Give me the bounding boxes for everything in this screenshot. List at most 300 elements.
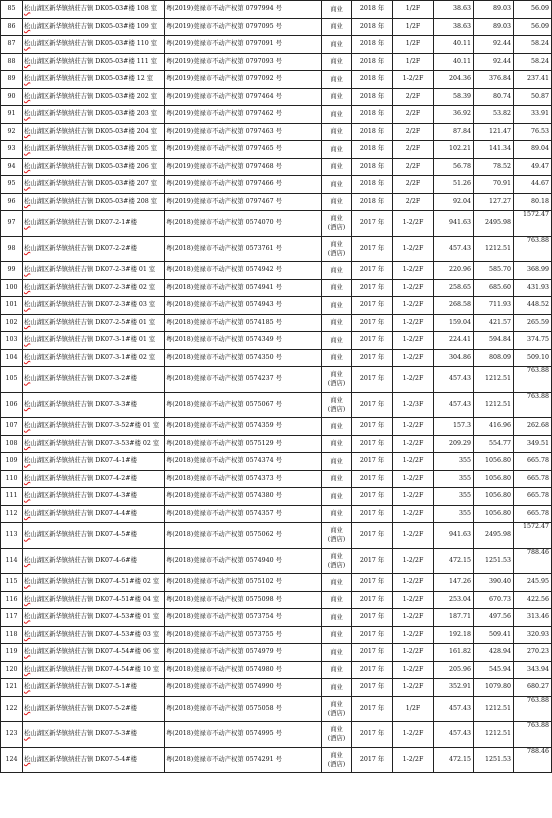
row-number: 88	[1, 53, 23, 71]
location-cell	[23, 297, 165, 315]
location-cell	[23, 574, 165, 592]
value-cell: 127.27	[474, 193, 514, 211]
amount-cell: 33.91	[514, 106, 552, 124]
area-cell: 355	[434, 470, 474, 488]
area-cell: 187.71	[434, 609, 474, 627]
area-cell: 457.43	[434, 392, 474, 418]
table-row	[1, 349, 552, 367]
location-cell	[23, 1, 165, 19]
location-first-char: 松	[24, 145, 31, 153]
year-cell: 2017 年	[352, 297, 393, 315]
floor-cell: 2/2F	[393, 88, 434, 106]
certificate-cell: 粤(2018)莞禄市不动产权第 0574349 号	[165, 332, 322, 350]
location-cell	[23, 123, 165, 141]
usage-sub: (酒店)	[327, 405, 346, 413]
usage-label: 商业	[330, 440, 343, 448]
floor-cell: 2/2F	[393, 158, 434, 176]
value-cell: 2495.98	[474, 523, 514, 549]
usage-cell	[322, 418, 352, 436]
area-cell: 253.04	[434, 591, 474, 609]
row-number: 101	[1, 297, 23, 315]
usage-cell	[322, 297, 352, 315]
table-row	[1, 644, 552, 662]
location-cell	[23, 470, 165, 488]
amount-cell: 763.88	[514, 392, 552, 418]
amount-cell: 680.27	[514, 679, 552, 697]
area-cell: 304.86	[434, 349, 474, 367]
usage-label: 商业	[330, 5, 343, 13]
usage-label: 商业	[330, 613, 343, 621]
area-cell: 941.63	[434, 523, 474, 549]
amount-cell: 49.47	[514, 158, 552, 176]
floor-cell: 1/2F	[393, 36, 434, 54]
certificate-cell: 粤(2018)莞禄市不动产权第 0574350 号	[165, 349, 322, 367]
usage-label: 商业	[330, 180, 343, 188]
certificate-cell: 粤(2019)莞禄市不动产权第 0797095 号	[165, 18, 322, 36]
location-text: 山湖区新华镇纳莊吉镇 DK07-4-51#楼 02 室	[30, 578, 160, 586]
year-cell: 2017 年	[352, 574, 393, 592]
row-number: 95	[1, 176, 23, 194]
year-cell: 2017 年	[352, 548, 393, 574]
location-text: 山湖区新华镇纳莊吉镇 DK05-03#楼 12 室	[30, 75, 154, 83]
location-cell	[23, 435, 165, 453]
floor-cell: 1-2/2F	[393, 435, 434, 453]
value-cell: 121.47	[474, 123, 514, 141]
location-cell	[23, 349, 165, 367]
table-row	[1, 158, 552, 176]
location-cell	[23, 679, 165, 697]
usage-sub: (酒店)	[327, 760, 346, 768]
location-first-char: 松	[24, 400, 31, 408]
table-row	[1, 176, 552, 194]
amount-cell: 44.67	[514, 176, 552, 194]
table-row	[1, 747, 552, 773]
usage-sub: (酒店)	[327, 224, 346, 232]
floor-cell: 1-2/2F	[393, 297, 434, 315]
certificate-cell: 粤(2018)莞禄市不动产权第 0575058 号	[165, 696, 322, 722]
location-text: 山湖区新华镇纳莊吉镇 DK07-4-6#楼	[30, 556, 137, 564]
usage-label: 商业	[330, 75, 343, 83]
usage-label: 商业	[330, 666, 343, 674]
row-number: 122	[1, 696, 23, 722]
year-cell: 2017 年	[352, 236, 393, 262]
usage-label: 商业	[330, 110, 343, 118]
location-cell	[23, 661, 165, 679]
location-text: 山湖区新华镇纳莊吉镇 DK07-2-3#楼 01 室	[30, 266, 156, 274]
value-cell: 1056.80	[474, 470, 514, 488]
certificate-cell: 粤(2019)莞禄市不动产权第 0797466 号	[165, 176, 322, 194]
location-text: 山湖区新华镇纳莊吉镇 DK07-4-3#楼	[30, 492, 137, 500]
value-cell: 89.03	[474, 1, 514, 19]
usage-cell	[322, 349, 352, 367]
certificate-cell: 粤(2019)莞禄市不动产权第 0797092 号	[165, 71, 322, 89]
certificate-cell: 粤(2019)莞禄市不动产权第 0797467 号	[165, 193, 322, 211]
usage-label: 商业	[330, 284, 343, 292]
row-number: 124	[1, 747, 23, 773]
location-first-char: 松	[24, 301, 31, 309]
floor-cell: 1-2/2F	[393, 591, 434, 609]
area-cell: 355	[434, 453, 474, 471]
area-cell: 192.18	[434, 626, 474, 644]
row-number: 112	[1, 505, 23, 523]
floor-cell: 1-2/2F	[393, 453, 434, 471]
amount-cell: 270.23	[514, 644, 552, 662]
area-cell: 157.3	[434, 418, 474, 436]
usage-cell	[322, 591, 352, 609]
location-cell	[23, 262, 165, 280]
area-cell: 209.29	[434, 435, 474, 453]
floor-cell: 1-2/2F	[393, 367, 434, 393]
usage-sub: (酒店)	[327, 735, 346, 743]
value-cell: 376.84	[474, 71, 514, 89]
row-number: 114	[1, 548, 23, 574]
amount-cell: 665.78	[514, 470, 552, 488]
table-row	[1, 106, 552, 124]
location-first-char: 松	[24, 474, 31, 482]
year-cell: 2018 年	[352, 18, 393, 36]
usage-label: 商业	[330, 145, 343, 153]
area-cell: 87.84	[434, 123, 474, 141]
row-number: 86	[1, 18, 23, 36]
value-cell: 92.44	[474, 36, 514, 54]
certificate-cell: 粤(2018)莞禄市不动产权第 0575067 号	[165, 392, 322, 418]
year-cell: 2018 年	[352, 141, 393, 159]
table-row	[1, 193, 552, 211]
location-text: 山湖区新华镇纳莊吉镇 DK05-03#楼 203 室	[30, 110, 158, 118]
table-row	[1, 722, 552, 748]
amount-cell: 50.87	[514, 88, 552, 106]
row-number: 117	[1, 609, 23, 627]
floor-cell: 1-2/2F	[393, 505, 434, 523]
floor-cell: 1-2/2F	[393, 332, 434, 350]
floor-cell: 1-2/2F	[393, 523, 434, 549]
certificate-cell: 粤(2019)莞禄市不动产权第 0797994 号	[165, 1, 322, 19]
usage-cell	[322, 88, 352, 106]
row-number: 97	[1, 211, 23, 237]
usage-label: 商业	[330, 552, 343, 560]
area-cell: 472.15	[434, 747, 474, 773]
value-cell: 390.40	[474, 574, 514, 592]
row-number: 115	[1, 574, 23, 592]
amount-cell: 76.53	[514, 123, 552, 141]
usage-cell	[322, 679, 352, 697]
location-first-char: 松	[24, 509, 31, 517]
value-cell: 1251.53	[474, 548, 514, 574]
area-cell: 40.11	[434, 36, 474, 54]
usage-cell	[322, 36, 352, 54]
table-row	[1, 262, 552, 280]
usage-cell	[322, 523, 352, 549]
amount-cell: 431.93	[514, 279, 552, 297]
location-first-char: 松	[24, 22, 31, 30]
usage-cell	[322, 574, 352, 592]
usage-label: 商业	[330, 578, 343, 586]
usage-cell	[322, 747, 352, 773]
floor-cell: 1/2F	[393, 696, 434, 722]
location-first-char: 松	[24, 595, 31, 603]
certificate-cell: 粤(2018)莞禄市不动产权第 0575062 号	[165, 523, 322, 549]
usage-label: 商业	[330, 240, 343, 248]
location-text: 山湖区新华镇纳莊吉镇 DK07-4-5#楼	[30, 531, 137, 539]
year-cell: 2017 年	[352, 747, 393, 773]
location-text: 山湖区新华镇纳莊吉镇 DK07-2-5#楼 01 室	[30, 318, 156, 326]
floor-cell: 1-2/2F	[393, 609, 434, 627]
location-first-char: 松	[24, 755, 31, 763]
certificate-cell: 粤(2018)莞禄市不动产权第 0574980 号	[165, 661, 322, 679]
certificate-cell: 粤(2019)莞禄市不动产权第 0797465 号	[165, 141, 322, 159]
location-text: 山湖区新华镇纳莊吉镇 DK07-4-53#楼 01 室	[30, 613, 160, 621]
certificate-cell: 粤(2018)莞禄市不动产权第 0574070 号	[165, 211, 322, 237]
location-text: 山湖区新华镇纳莊吉镇 DK07-2-3#楼 02 室	[30, 283, 156, 291]
location-text: 山湖区新华镇纳莊吉镇 DK07-3-3#楼	[30, 400, 137, 408]
row-number: 111	[1, 488, 23, 506]
location-text: 山湖区新华镇纳莊吉镇 DK07-3-53#楼 02 室	[30, 439, 160, 447]
row-number: 102	[1, 314, 23, 332]
value-cell: 70.91	[474, 176, 514, 194]
certificate-cell: 粤(2019)莞禄市不动产权第 0797464 号	[165, 88, 322, 106]
location-cell	[23, 88, 165, 106]
certificate-cell: 粤(2018)莞禄市不动产权第 0575102 号	[165, 574, 322, 592]
certificate-cell: 粤(2018)莞禄市不动产权第 0574990 号	[165, 679, 322, 697]
location-cell	[23, 279, 165, 297]
usage-cell	[322, 141, 352, 159]
floor-cell: 1-2/2F	[393, 747, 434, 773]
location-cell	[23, 211, 165, 237]
value-cell: 808.09	[474, 349, 514, 367]
location-text: 山湖区新华镇纳莊吉镇 DK07-3-1#楼 01 室	[30, 336, 156, 344]
amount-cell: 313.46	[514, 609, 552, 627]
amount-cell: 265.59	[514, 314, 552, 332]
location-first-char: 松	[24, 40, 31, 48]
row-number: 91	[1, 106, 23, 124]
location-first-char: 松	[24, 57, 31, 65]
usage-label: 商业	[330, 457, 343, 465]
year-cell: 2017 年	[352, 418, 393, 436]
area-cell: 38.63	[434, 1, 474, 19]
certificate-cell: 粤(2018)莞禄市不动产权第 0574941 号	[165, 279, 322, 297]
amount-cell: 320.93	[514, 626, 552, 644]
table-row	[1, 279, 552, 297]
usage-cell	[322, 505, 352, 523]
amount-cell: 448.52	[514, 297, 552, 315]
location-text: 山湖区新华镇纳莊吉镇 DK05-03#楼 110 室	[30, 40, 158, 48]
area-cell: 205.96	[434, 661, 474, 679]
location-first-char: 松	[24, 92, 31, 100]
usage-cell	[322, 18, 352, 36]
table-row	[1, 548, 552, 574]
year-cell: 2018 年	[352, 158, 393, 176]
table-row	[1, 332, 552, 350]
area-cell: 159.04	[434, 314, 474, 332]
certificate-cell: 粤(2018)莞禄市不动产权第 0574380 号	[165, 488, 322, 506]
amount-cell: 343.94	[514, 661, 552, 679]
certificate-cell: 粤(2019)莞禄市不动产权第 0797468 号	[165, 158, 322, 176]
location-text: 山湖区新华镇纳莊吉镇 DK05-03#楼 111 室	[30, 57, 158, 65]
amount-cell: 237.41	[514, 71, 552, 89]
value-cell: 1212.51	[474, 236, 514, 262]
usage-label: 商业	[330, 475, 343, 483]
certificate-cell: 粤(2018)莞禄市不动产权第 0575129 号	[165, 435, 322, 453]
year-cell: 2018 年	[352, 88, 393, 106]
year-cell: 2017 年	[352, 453, 393, 471]
usage-cell	[322, 71, 352, 89]
location-first-char: 松	[24, 244, 31, 252]
year-cell: 2018 年	[352, 36, 393, 54]
location-cell	[23, 523, 165, 549]
value-cell: 421.57	[474, 314, 514, 332]
location-text: 山湖区新华镇纳莊吉镇 DK05-03#楼 206 室	[30, 162, 158, 170]
value-cell: 1212.51	[474, 392, 514, 418]
floor-cell: 1-2/2F	[393, 679, 434, 697]
usage-label: 商业	[330, 396, 343, 404]
table-row	[1, 488, 552, 506]
row-number: 90	[1, 88, 23, 106]
area-cell: 40.11	[434, 53, 474, 71]
location-first-char: 松	[24, 492, 31, 500]
row-number: 96	[1, 193, 23, 211]
location-first-char: 松	[24, 683, 31, 691]
year-cell: 2017 年	[352, 523, 393, 549]
year-cell: 2017 年	[352, 314, 393, 332]
usage-label: 商业	[330, 319, 343, 327]
amount-cell: 245.95	[514, 574, 552, 592]
usage-label: 商业	[330, 648, 343, 656]
floor-cell: 1-2/2F	[393, 211, 434, 237]
year-cell: 2017 年	[352, 696, 393, 722]
usage-sub: (酒店)	[327, 709, 346, 717]
usage-label: 商业	[330, 510, 343, 518]
floor-cell: 1-2/2F	[393, 722, 434, 748]
usage-label: 商业	[330, 40, 343, 48]
table-row	[1, 679, 552, 697]
amount-cell: 89.04	[514, 141, 552, 159]
table-row	[1, 71, 552, 89]
year-cell: 2017 年	[352, 470, 393, 488]
floor-cell: 1-2/2F	[393, 644, 434, 662]
location-cell	[23, 488, 165, 506]
usage-cell	[322, 488, 352, 506]
location-text: 山湖区新华镇纳莊吉镇 DK05-03#楼 207 室	[30, 180, 158, 188]
table-row	[1, 297, 552, 315]
year-cell: 2018 年	[352, 53, 393, 71]
area-cell: 352.91	[434, 679, 474, 697]
floor-cell: 1-2/2F	[393, 71, 434, 89]
location-cell	[23, 71, 165, 89]
location-cell	[23, 236, 165, 262]
usage-label: 商业	[330, 354, 343, 362]
certificate-cell: 粤(2018)莞禄市不动产权第 0574374 号	[165, 453, 322, 471]
location-first-char: 松	[24, 336, 31, 344]
certificate-cell: 粤(2018)莞禄市不动产权第 0574995 号	[165, 722, 322, 748]
amount-cell: 368.99	[514, 262, 552, 280]
certificate-cell: 粤(2018)莞禄市不动产权第 0574359 号	[165, 418, 322, 436]
floor-cell: 1/2F	[393, 53, 434, 71]
usage-cell	[322, 696, 352, 722]
certificate-cell: 粤(2018)莞禄市不动产权第 0574940 号	[165, 548, 322, 574]
usage-cell	[322, 158, 352, 176]
floor-cell: 1-2/2F	[393, 574, 434, 592]
value-cell: 1251.53	[474, 747, 514, 773]
usage-label: 商业	[330, 163, 343, 171]
year-cell: 2017 年	[352, 722, 393, 748]
usage-label: 商业	[330, 371, 343, 379]
amount-cell: 1572.47	[514, 523, 552, 549]
certificate-cell: 粤(2018)莞禄市不动产权第 0574185 号	[165, 314, 322, 332]
year-cell: 2017 年	[352, 279, 393, 297]
floor-cell: 1-2/2F	[393, 488, 434, 506]
area-cell: 58.39	[434, 88, 474, 106]
certificate-cell: 粤(2019)莞禄市不动产权第 0797462 号	[165, 106, 322, 124]
location-text: 山湖区新华镇纳莊吉镇 DK07-3-2#楼	[30, 375, 137, 383]
location-cell	[23, 36, 165, 54]
table-row	[1, 367, 552, 393]
floor-cell: 1-2/2F	[393, 236, 434, 262]
table-row	[1, 123, 552, 141]
usage-label: 商业	[330, 527, 343, 535]
table-row	[1, 696, 552, 722]
value-cell: 2495.98	[474, 211, 514, 237]
usage-label: 商业	[330, 301, 343, 309]
value-cell: 428.94	[474, 644, 514, 662]
floor-cell: 1-2/2F	[393, 349, 434, 367]
usage-sub: (酒店)	[327, 561, 346, 569]
row-number: 99	[1, 262, 23, 280]
row-number: 107	[1, 418, 23, 436]
location-text: 山湖区新华镇纳莊吉镇 DK07-5-4#楼	[30, 755, 137, 763]
location-text: 山湖区新华镇纳莊吉镇 DK07-4-51#楼 04 室	[30, 595, 160, 603]
location-first-char: 松	[24, 630, 31, 638]
floor-cell: 2/2F	[393, 141, 434, 159]
usage-cell	[322, 53, 352, 71]
area-cell: 38.63	[434, 18, 474, 36]
location-text: 山湖区新华镇纳莊吉镇 DK07-2-3#楼 03 室	[30, 301, 156, 309]
row-number: 120	[1, 661, 23, 679]
location-cell	[23, 106, 165, 124]
row-number: 123	[1, 722, 23, 748]
location-first-char: 松	[24, 613, 31, 621]
value-cell: 685.60	[474, 279, 514, 297]
usage-cell	[322, 609, 352, 627]
year-cell: 2017 年	[352, 661, 393, 679]
location-first-char: 松	[24, 197, 31, 205]
table-row	[1, 661, 552, 679]
location-first-char: 松	[24, 318, 31, 326]
floor-cell: 1-2/2F	[393, 661, 434, 679]
usage-label: 商业	[330, 422, 343, 430]
certificate-cell: 粤(2018)莞禄市不动产权第 0574979 号	[165, 644, 322, 662]
table-row	[1, 53, 552, 71]
location-text: 山湖区新华镇纳莊吉镇 DK07-3-1#楼 02 室	[30, 353, 156, 361]
location-first-char: 松	[24, 648, 31, 656]
usage-cell	[322, 453, 352, 471]
value-cell: 711.93	[474, 297, 514, 315]
value-cell: 1056.80	[474, 505, 514, 523]
year-cell: 2017 年	[352, 392, 393, 418]
usage-label: 商业	[330, 751, 343, 759]
location-first-char: 松	[24, 353, 31, 361]
table-row	[1, 453, 552, 471]
usage-label: 商业	[330, 58, 343, 66]
location-cell	[23, 53, 165, 71]
location-first-char: 松	[24, 556, 31, 564]
usage-cell	[322, 722, 352, 748]
table-row	[1, 88, 552, 106]
row-number: 98	[1, 236, 23, 262]
usage-label: 商业	[330, 683, 343, 691]
certificate-cell: 粤(2018)莞禄市不动产权第 0574373 号	[165, 470, 322, 488]
year-cell: 2018 年	[352, 71, 393, 89]
location-cell	[23, 367, 165, 393]
